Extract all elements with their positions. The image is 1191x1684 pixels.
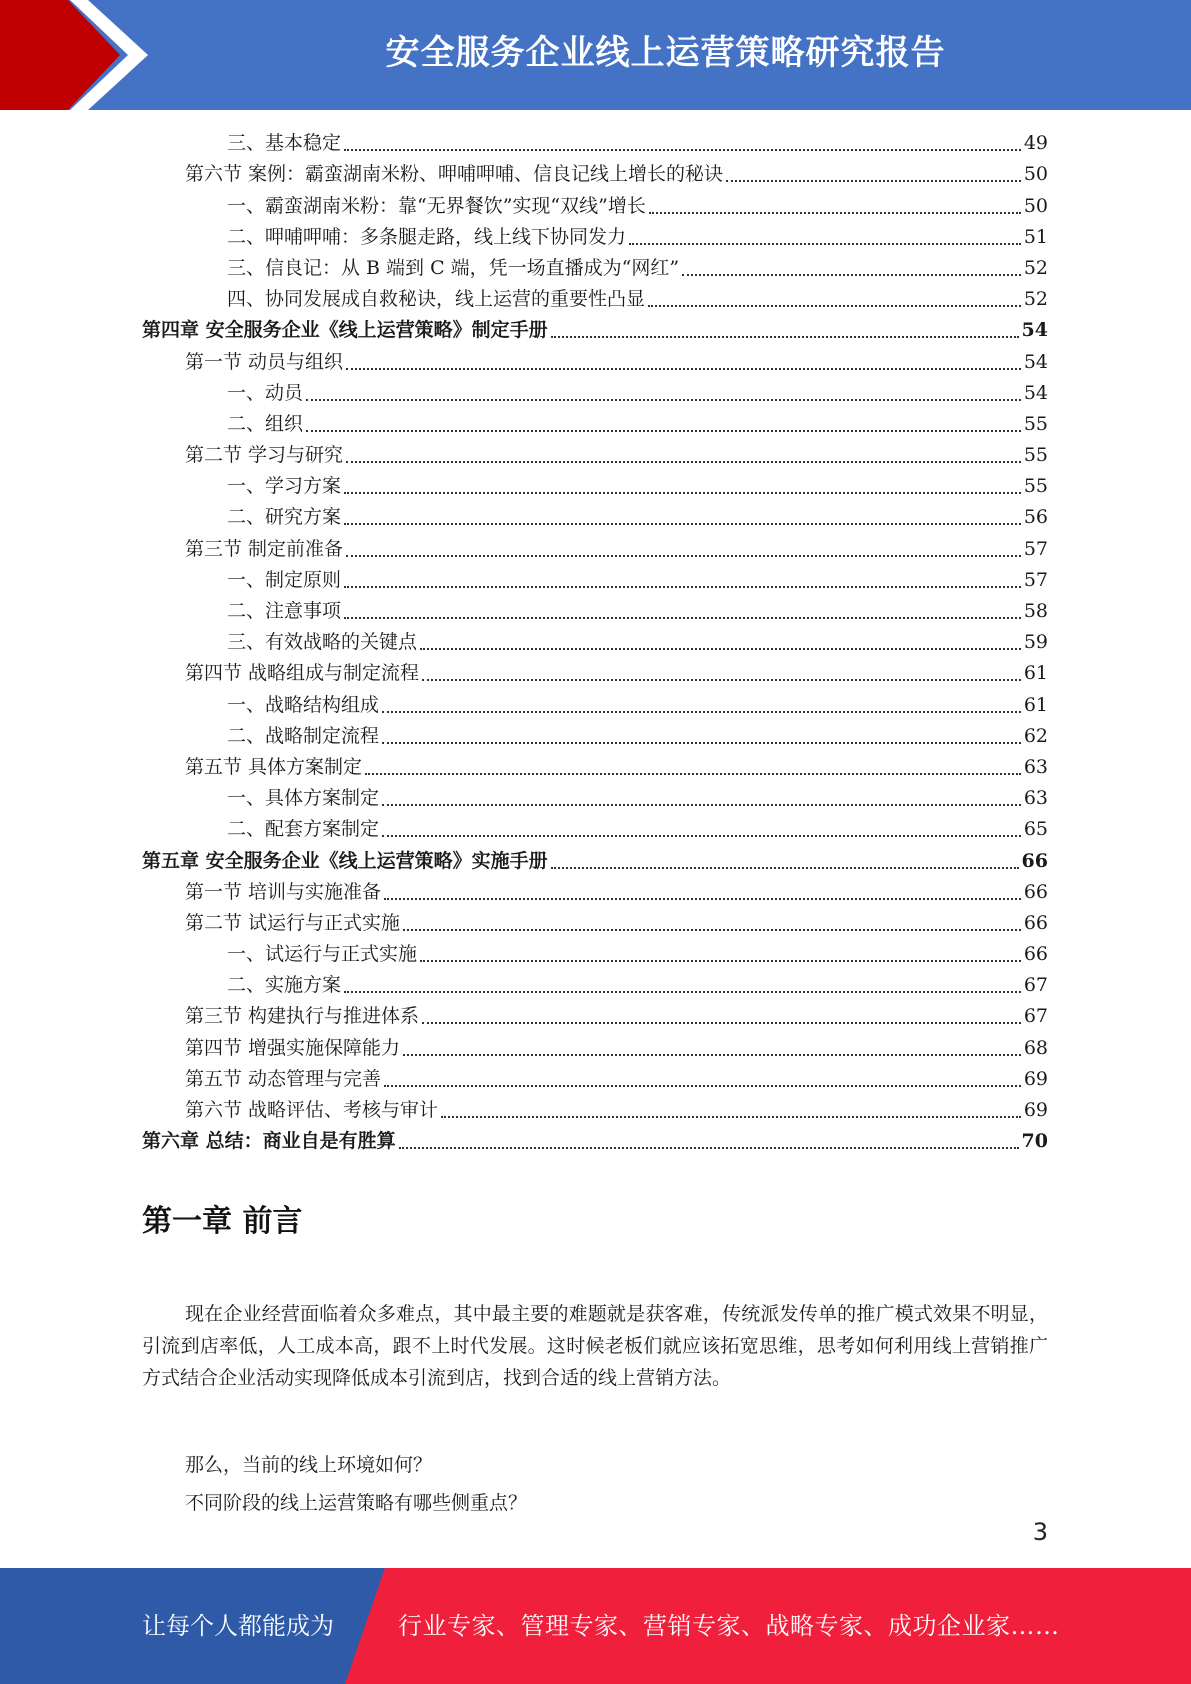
toc-entry-page: 66 xyxy=(1023,880,1048,903)
toc-entry-page: 63 xyxy=(1023,755,1048,778)
toc-entry[interactable] xyxy=(142,689,1048,720)
toc-entry[interactable] xyxy=(142,159,1048,190)
toc-entry-title: 一、动员 xyxy=(227,381,304,404)
toc-dot-leader xyxy=(682,273,1021,276)
toc-entry[interactable] xyxy=(142,378,1048,409)
toc-dot-leader xyxy=(422,678,1021,681)
toc-entry[interactable] xyxy=(142,1064,1048,1095)
toc-entry-title: 第四章 安全服务企业《线上运营策略》制定手册 xyxy=(142,319,548,342)
toc-entry-title: 二、研究方案 xyxy=(227,506,342,529)
toc-dot-leader xyxy=(382,710,1021,713)
toc-dot-leader xyxy=(344,616,1021,619)
toc-dot-leader xyxy=(399,1146,1019,1149)
toc-entry[interactable] xyxy=(142,190,1048,221)
toc-dot-leader xyxy=(344,148,1021,151)
toc-entry-title: 第五章 安全服务企业《线上运营策略》实施手册 xyxy=(142,849,548,872)
chapter-heading: 第一章 前言 xyxy=(142,1204,303,1239)
intro-paragraph: 现在企业经营面临着众多难点，其中最主要的难题就是获客难，传统派发传单的推广模式效果不明显，引流到店率低，人工成本高，跟不上时代发展。这时候老板们就应该拓宽思维，思考如何利用线上营销推广方式结合企业活动实现降低成本引流到店，找到合适的线上营销方法。 xyxy=(142,1303,1048,1389)
toc-entry[interactable] xyxy=(142,440,1048,471)
toc-dot-leader xyxy=(382,741,1021,744)
toc-dot-leader xyxy=(629,242,1021,245)
toc-entry-title: 第三节 构建执行与推进体系 xyxy=(185,1005,420,1028)
toc-entry-title: 第二节 学习与研究 xyxy=(185,444,344,467)
toc-entry-page: 52 xyxy=(1023,256,1048,279)
toc-dot-leader xyxy=(346,460,1021,463)
toc-entry-page: 66 xyxy=(1023,943,1048,966)
toc-entry-page: 67 xyxy=(1023,1005,1048,1028)
toc-entry[interactable] xyxy=(142,222,1048,253)
toc-entry[interactable] xyxy=(142,783,1048,814)
toc-entry-page: 69 xyxy=(1023,1099,1048,1121)
toc-dot-leader xyxy=(346,367,1021,370)
toc-entry[interactable] xyxy=(142,502,1048,533)
toc-entry-title: 一、制定原则 xyxy=(227,568,342,591)
toc-entry-page: 57 xyxy=(1023,568,1048,591)
toc-entry[interactable] xyxy=(142,346,1048,377)
toc-entry-title: 第五节 具体方案制定 xyxy=(185,755,363,778)
toc-entry-page: 50 xyxy=(1023,194,1048,217)
toc-entry-title: 第六章 总结：商业自是有胜算 xyxy=(142,1130,396,1153)
toc-entry[interactable] xyxy=(142,128,1048,159)
toc-entry[interactable] xyxy=(142,565,1048,596)
toc-entry[interactable] xyxy=(142,721,1048,752)
question-line-1: 那么，当前的线上环境如何？ xyxy=(185,1454,433,1476)
toc-dot-leader xyxy=(441,1115,1021,1118)
toc-entry-title: 一、霸蛮湖南米粉：靠“无界餐饮”实现“双线”增长 xyxy=(227,194,646,217)
toc-entry-page: 55 xyxy=(1023,475,1048,498)
footer-slogan-left: 让每个人都能成为 xyxy=(142,1612,334,1640)
footer-slogan-right: 行业专家、管理专家、营销专家、战略专家、成功企业家…… xyxy=(398,1612,1060,1640)
toc-dot-leader xyxy=(344,990,1021,993)
toc-entry-page: 54 xyxy=(1023,350,1048,373)
toc-entry[interactable] xyxy=(142,1032,1048,1063)
toc-dot-leader xyxy=(344,585,1021,588)
toc-entry[interactable] xyxy=(142,533,1048,564)
toc-dot-leader xyxy=(384,1084,1021,1087)
toc-entry-page: 51 xyxy=(1023,225,1048,248)
toc-entry-title: 第五节 动态管理与完善 xyxy=(185,1067,382,1090)
toc-dot-leader xyxy=(420,959,1021,962)
toc-entry[interactable] xyxy=(142,284,1048,315)
toc-entry-title: 二、战略制定流程 xyxy=(227,724,380,747)
toc-entry[interactable] xyxy=(142,627,1048,658)
toc-entry-page: 67 xyxy=(1023,974,1048,997)
toc-entry-title: 一、具体方案制定 xyxy=(227,787,380,810)
toc-entry-title: 四、协同发展成自救秘诀，线上运营的重要性凸显 xyxy=(227,288,646,311)
toc-entry-title: 第二节 试运行与正式实施 xyxy=(185,911,401,934)
toc-entry-title: 二、呷哺呷哺：多条腿走路，线上线下协同发力 xyxy=(227,225,627,248)
toc-entry-page: 62 xyxy=(1023,724,1048,747)
toc-dot-leader xyxy=(649,211,1021,214)
toc-dot-leader xyxy=(382,803,1021,806)
toc-entry-title: 一、学习方案 xyxy=(227,475,342,498)
toc-entry-page: 61 xyxy=(1023,693,1048,716)
toc-entry[interactable] xyxy=(142,409,1048,440)
toc-entry-page: 65 xyxy=(1023,818,1048,841)
toc-entry-page: 49 xyxy=(1023,132,1048,155)
page-number: 3 xyxy=(1032,1518,1048,1546)
toc-entry-page: 54 xyxy=(1023,381,1048,404)
toc-entry-title: 一、战略结构组成 xyxy=(227,693,380,716)
toc-entry-page: 55 xyxy=(1023,412,1048,435)
toc-entry-page: 70 xyxy=(1021,1130,1048,1153)
toc-entry-page: 58 xyxy=(1023,600,1048,622)
toc-entry[interactable] xyxy=(142,1095,1048,1126)
toc-entry[interactable] xyxy=(142,253,1048,284)
toc-entry-title: 第一节 培训与实施准备 xyxy=(185,880,382,903)
toc-entry-page: 50 xyxy=(1023,163,1048,186)
toc-entry[interactable] xyxy=(142,939,1048,970)
toc-dot-leader xyxy=(648,304,1021,307)
toc-entry-title: 第三节 制定前准备 xyxy=(185,537,344,560)
toc-entry[interactable] xyxy=(142,471,1048,502)
toc-entry-page: 61 xyxy=(1023,662,1048,685)
document-title: 安全服务企业线上运营策略研究报告 xyxy=(385,33,946,73)
toc-entry[interactable] xyxy=(142,658,1048,689)
toc-entry-page: 66 xyxy=(1023,911,1048,934)
toc-entry-page: 59 xyxy=(1023,631,1048,654)
table-of-contents xyxy=(142,128,1048,1157)
toc-dot-leader xyxy=(726,179,1021,182)
toc-entry-title: 二、组织 xyxy=(227,412,304,435)
toc-dot-leader xyxy=(422,1021,1021,1024)
toc-dot-leader xyxy=(551,335,1019,338)
toc-entry-title: 二、实施方案 xyxy=(227,974,342,997)
toc-entry[interactable] xyxy=(142,908,1048,939)
toc-entry-title: 第一节 动员与组织 xyxy=(185,350,344,373)
toc-dot-leader xyxy=(384,897,1021,900)
toc-entry-page: 66 xyxy=(1021,849,1048,872)
toc-entry-title: 二、注意事项 xyxy=(227,600,342,622)
toc-dot-leader xyxy=(365,772,1021,775)
toc-entry-page: 54 xyxy=(1021,319,1048,342)
toc-entry-page: 52 xyxy=(1023,288,1048,311)
toc-entry-title: 三、信良记：从 B 端到 C 端，凭一场直播成为“网红” xyxy=(227,256,680,279)
toc-entry[interactable] xyxy=(142,970,1048,1001)
toc-dot-leader xyxy=(346,554,1021,557)
footer-band xyxy=(0,1568,1191,1684)
toc-dot-leader xyxy=(306,398,1021,401)
toc-entry-page: 57 xyxy=(1023,537,1048,560)
toc-entry-title: 三、基本稳定 xyxy=(227,132,342,155)
toc-entry-title: 三、有效战略的关键点 xyxy=(227,631,418,654)
toc-dot-leader xyxy=(344,522,1021,525)
toc-entry-title: 第六节 案例：霸蛮湖南米粉、呷哺呷哺、信良记线上增长的秘诀 xyxy=(185,163,724,186)
toc-dot-leader xyxy=(403,1053,1021,1056)
toc-entry-page: 63 xyxy=(1023,787,1048,810)
toc-entry[interactable] xyxy=(142,814,1048,845)
toc-entry[interactable] xyxy=(142,1126,1048,1157)
toc-dot-leader xyxy=(344,491,1021,494)
toc-entry[interactable] xyxy=(142,1001,1048,1032)
toc-entry-page: 69 xyxy=(1023,1067,1048,1090)
toc-entry-title: 第六节 战略评估、考核与审计 xyxy=(185,1099,439,1121)
toc-entry-page: 68 xyxy=(1023,1036,1048,1059)
toc-entry[interactable] xyxy=(142,752,1048,783)
header-band xyxy=(0,0,1191,110)
toc-dot-leader xyxy=(420,647,1021,650)
toc-dot-leader xyxy=(382,834,1021,837)
toc-entry-page: 55 xyxy=(1023,444,1048,467)
toc-entry[interactable] xyxy=(142,315,1048,346)
toc-entry-page: 56 xyxy=(1023,506,1048,529)
toc-entry[interactable] xyxy=(142,596,1048,627)
toc-entry-title: 第四节 战略组成与制定流程 xyxy=(185,662,420,685)
toc-entry[interactable] xyxy=(142,845,1048,876)
toc-entry-title: 一、试运行与正式实施 xyxy=(227,943,418,966)
toc-dot-leader xyxy=(551,866,1019,869)
toc-dot-leader xyxy=(306,429,1021,432)
toc-dot-leader xyxy=(403,928,1021,931)
toc-entry-title: 第四节 增强实施保障能力 xyxy=(185,1036,401,1059)
toc-entry-title: 二、配套方案制定 xyxy=(227,818,380,841)
toc-entry[interactable] xyxy=(142,877,1048,908)
question-line-2: 不同阶段的线上运营策略有哪些侧重点？ xyxy=(185,1492,528,1514)
